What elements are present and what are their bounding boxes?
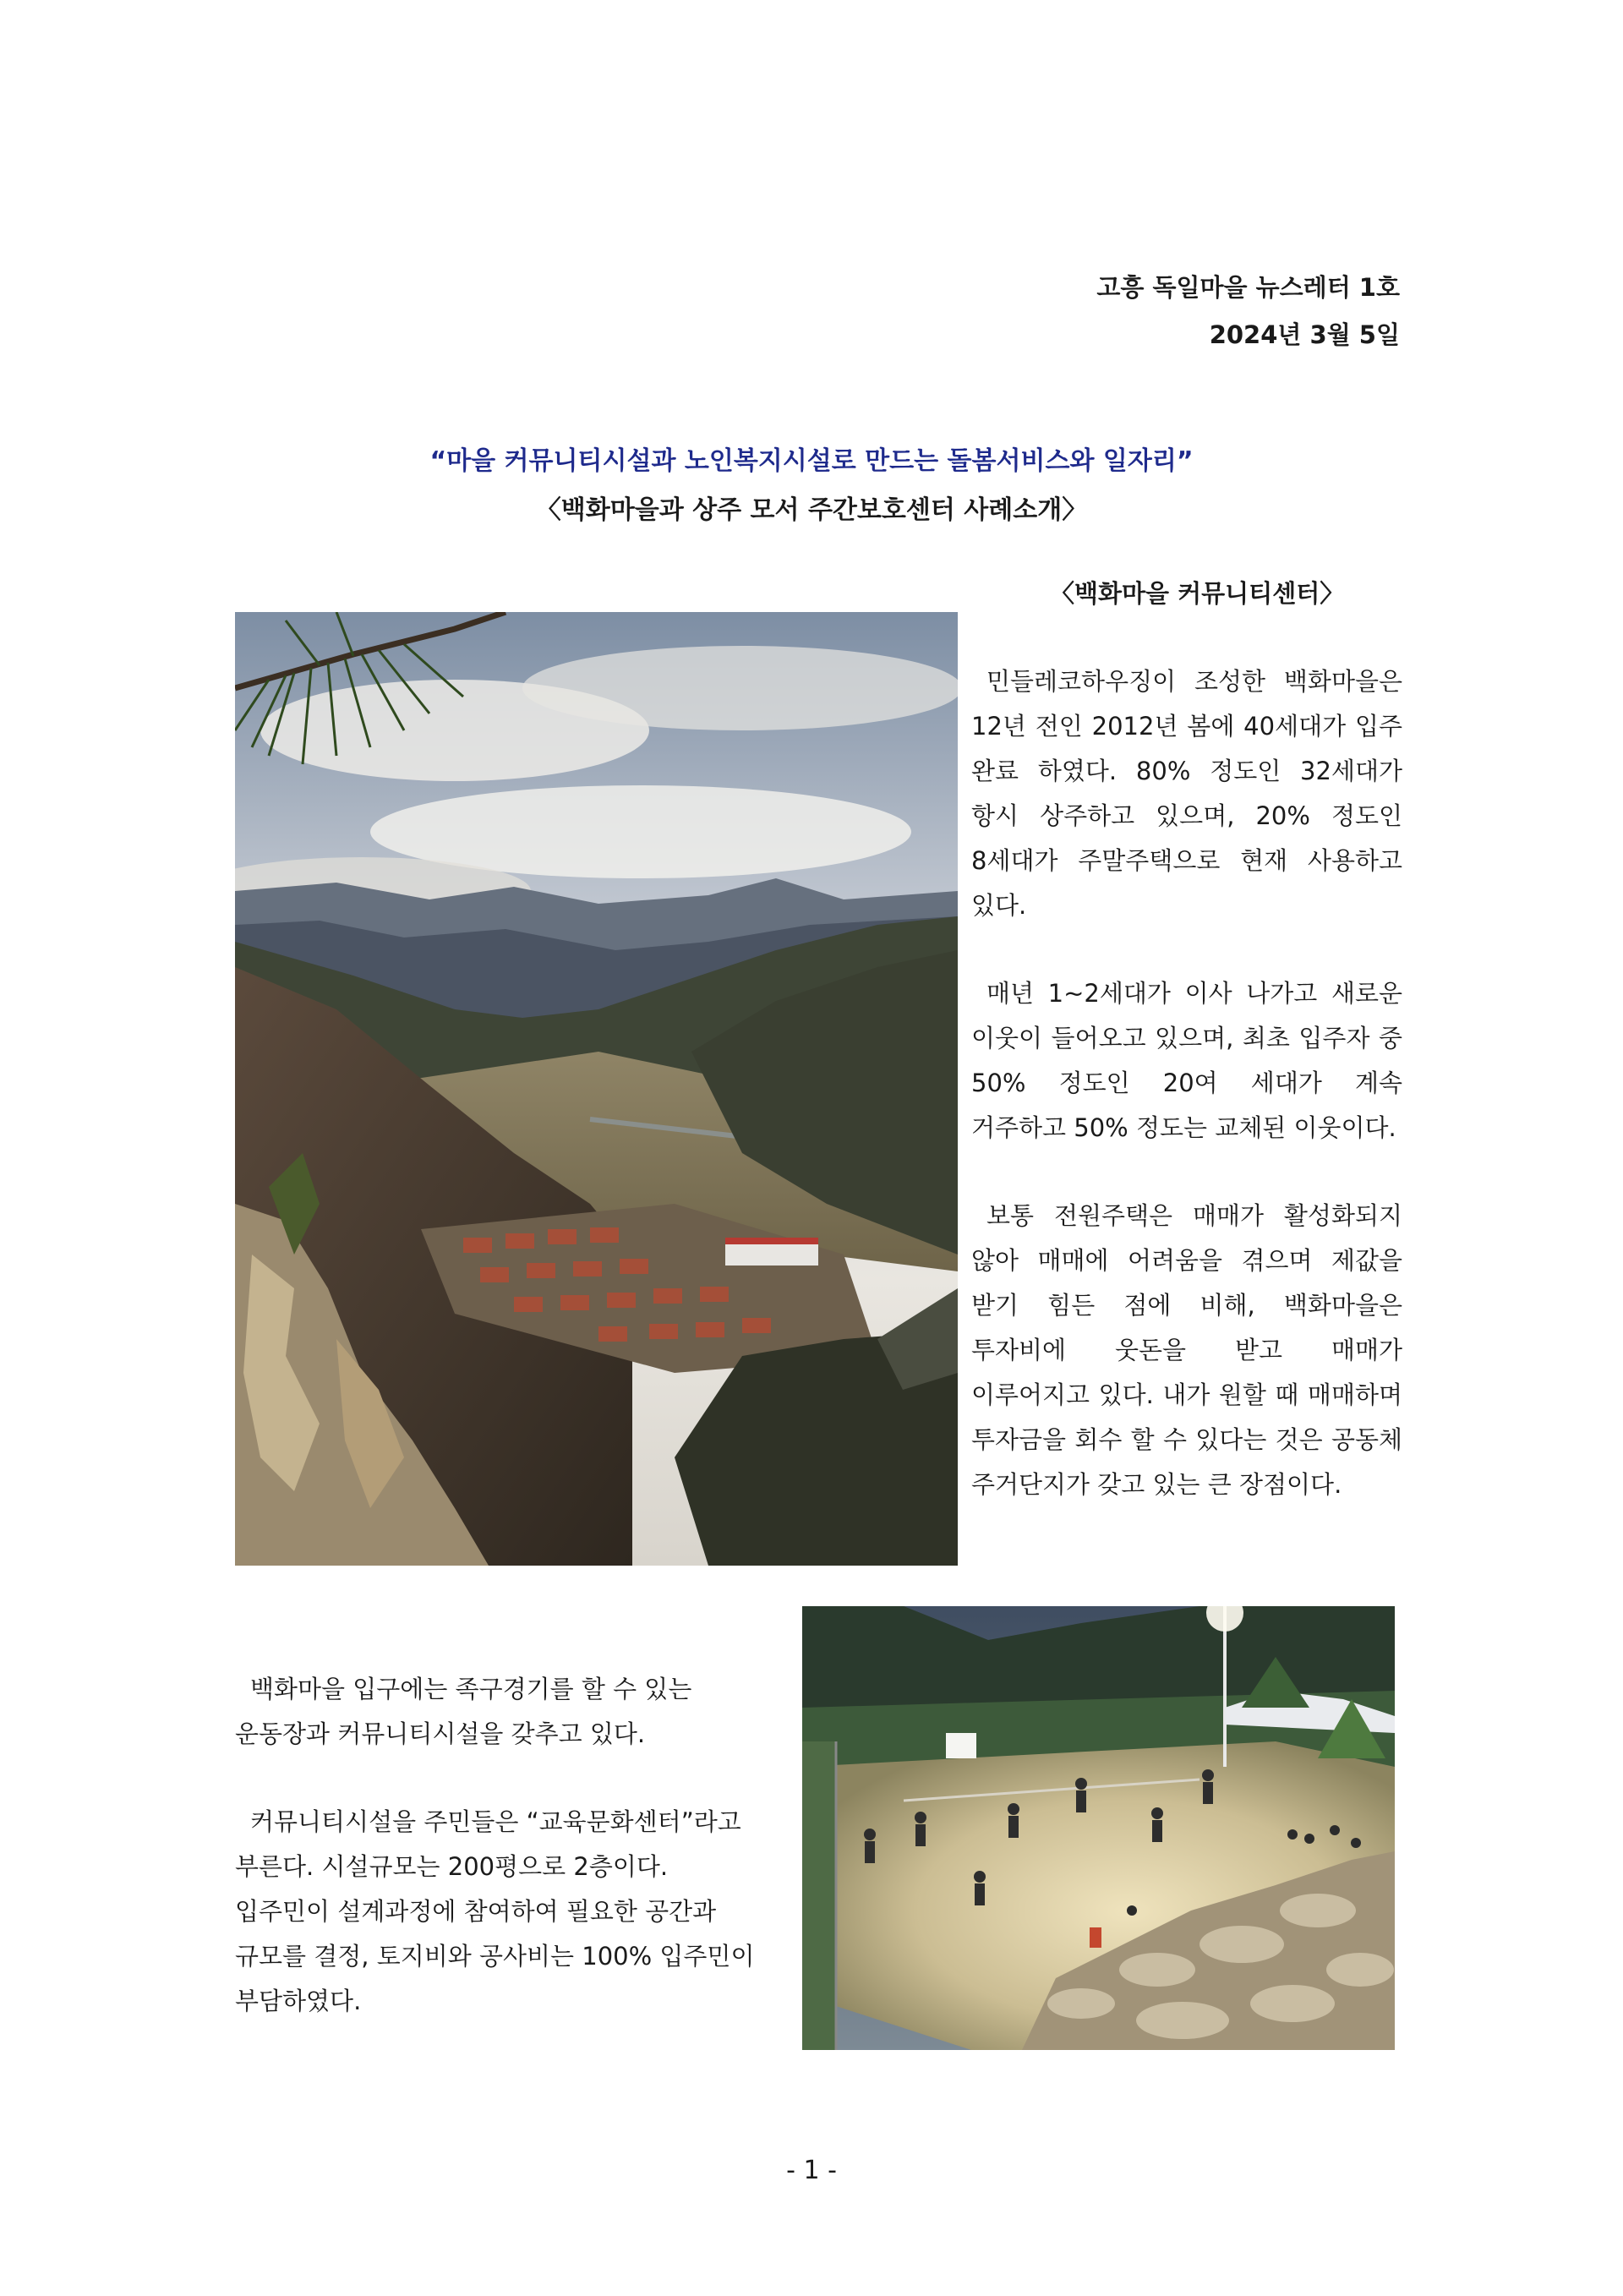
newsletter-date: 2024년 3월 5일 bbox=[1209, 320, 1400, 349]
village-valley-photo bbox=[235, 612, 958, 1566]
article-title: “마을 커뮤니티시설과 노인복지시설로 만드는 돌봄서비스와 일자리” bbox=[429, 446, 1194, 476]
section-paragraph-3: 보통 전원주택은 매매가 활성화되지 않아 매매에 어려움을 겪으며 제값을 받기 힘든 점에 비해, 백화마을은 투자비에 웃돈을 받고 매매가 이루어지고 있다. 내가 원할 때 매매하며 투자금을 회수 할 수 있다는 것은 공동체 주거단지가 갖고 있는 큰 장점이다. bbox=[971, 1201, 1402, 1499]
section-body bbox=[971, 659, 1402, 1550]
lower-body bbox=[235, 1667, 759, 2067]
section-paragraph-1: 민들레코하우징이 조성한 백화마을은 12년 전인 2012년 봄에 40세대가 입주 완료 하였다. 80% 정도인 32세대가 항시 상주하고 있으며, 20% 정도인 8세대가 주말주택으로 현재 사용하고 있다. bbox=[971, 667, 1402, 920]
page-number: - 1 - bbox=[786, 2156, 837, 2185]
section-paragraph-2: 매년 1~2세대가 이사 나가고 새로운 이웃이 들어오고 있으며, 최초 입주자 중 50% 정도인 20여 세대가 계속 거주하고 50% 정도는 교체된 이웃이다. bbox=[971, 979, 1402, 1142]
newsletter-header bbox=[1096, 264, 1400, 358]
article-subtitle: 〈백화마을과 상주 모서 주간보호센터 사례소개〉 bbox=[535, 495, 1088, 525]
sports-court-photo bbox=[802, 1606, 1395, 2050]
lower-paragraph-1: 백화마을 입구에는 족구경기를 할 수 있는 운동장과 커뮤니티시설을 갖추고 있다. bbox=[235, 1675, 692, 1748]
newsletter-title: 고흥 독일마을 뉴스레터 1호 bbox=[1096, 273, 1400, 302]
lower-paragraph-2: 커뮤니티시설을 주민들은 “교육문화센터”라고 부른다. 시설규모는 200평으로 2층이다. 입주민이 설계과정에 참여하여 필요한 공간과 규모를 결정, 토지비와 공사비는 100% 입주민이 부담하였다. bbox=[235, 1807, 755, 2015]
section-heading: 〈백화마을 커뮤니티센터〉 bbox=[1050, 579, 1345, 608]
